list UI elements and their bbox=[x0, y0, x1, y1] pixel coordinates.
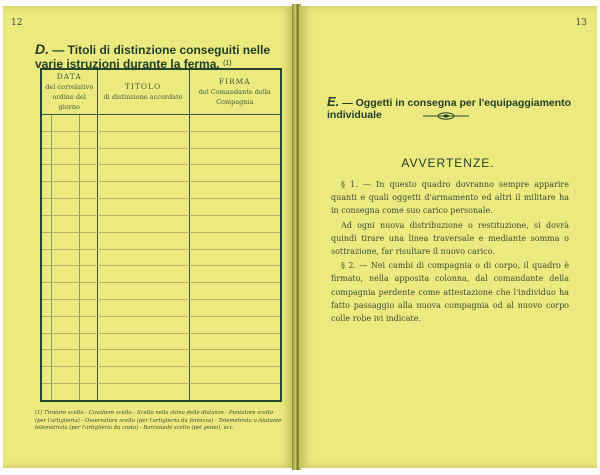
table-cell bbox=[97, 367, 189, 384]
table-cell bbox=[79, 367, 97, 384]
table-cell bbox=[189, 333, 281, 350]
table-cell bbox=[41, 232, 51, 249]
column-header-title: TITOLO di distinzione accordato bbox=[97, 69, 189, 115]
table-row bbox=[41, 165, 281, 182]
table-cell bbox=[79, 266, 97, 283]
table-cell bbox=[189, 131, 281, 148]
table-cell bbox=[41, 333, 51, 350]
table-cell bbox=[189, 299, 281, 316]
table-row bbox=[41, 266, 281, 283]
table-cell bbox=[41, 249, 51, 266]
table-cell bbox=[51, 215, 79, 232]
table-cell bbox=[97, 115, 189, 132]
table-cell bbox=[97, 266, 189, 283]
table-cell bbox=[79, 165, 97, 182]
table-cell bbox=[97, 232, 189, 249]
table-cell bbox=[79, 232, 97, 249]
table-cell bbox=[41, 165, 51, 182]
table-cell bbox=[189, 350, 281, 367]
table-cell bbox=[189, 182, 281, 199]
table-cell bbox=[79, 131, 97, 148]
table-cell bbox=[41, 283, 51, 300]
table-cell bbox=[41, 367, 51, 384]
table-cell bbox=[51, 350, 79, 367]
table-cell bbox=[51, 384, 79, 402]
table-cell bbox=[97, 299, 189, 316]
footnote: (1) Tiratore scelto - Cavaliere scelto - Scelto nella stima delle distanze - Puntatore scelto (per l'artiglieria) - Osservatore scelto (per l'artiglieria da fortezza) - Telemetrista o Aiutante telemetrista (per l'artiglieria da costa) - Barcaiuolo scelto (pel genio), ecc. bbox=[35, 410, 282, 431]
table-row bbox=[41, 333, 281, 350]
table-cell bbox=[97, 283, 189, 300]
table-row bbox=[41, 182, 281, 199]
table-cell bbox=[97, 350, 189, 367]
distinction-register-table bbox=[40, 68, 282, 402]
table-cell bbox=[79, 115, 97, 132]
table-row bbox=[41, 131, 281, 148]
table-cell bbox=[97, 316, 189, 333]
table-cell bbox=[189, 115, 281, 132]
table-cell bbox=[189, 367, 281, 384]
table-cell bbox=[189, 316, 281, 333]
table-cell bbox=[189, 165, 281, 182]
table-cell bbox=[51, 182, 79, 199]
table-cell bbox=[41, 115, 51, 132]
table-cell bbox=[97, 182, 189, 199]
left-page bbox=[3, 6, 294, 468]
table-row bbox=[41, 199, 281, 216]
table-cell bbox=[97, 199, 189, 216]
notice-paragraph: § 2. — Nei cambi di compagnia o di corpo, il quadro è firmato, nella apposita colonna, dal comandante della compagnia perdente come attestazione che l'individuo ha fatto passaggio alla nuova compagnia od al nuovo corpo colle robe ivi indicate. bbox=[331, 261, 569, 324]
section-d-heading bbox=[35, 42, 287, 71]
section-d-title: — Titoli di distinzione conseguiti nelle varie istruzioni durante la ferma. bbox=[35, 43, 271, 71]
notice-paragraph: Ad ogni nuova distribuzione o restituzione, si dovrà quindi tirare una linea traversale e mediante somma o sottrazione, far risultare il nuovo carico. bbox=[331, 220, 569, 257]
section-letter-e: E. bbox=[327, 94, 340, 109]
table-row bbox=[41, 232, 281, 249]
table-cell bbox=[51, 232, 79, 249]
table-cell bbox=[51, 299, 79, 316]
column-header-signature: FIRMA del Comandante della Compagnia bbox=[189, 69, 281, 115]
table-cell bbox=[41, 266, 51, 283]
table-cell bbox=[189, 215, 281, 232]
table-cell bbox=[189, 199, 281, 216]
table-cell bbox=[97, 148, 189, 165]
notices-body bbox=[331, 178, 569, 326]
table-cell bbox=[97, 249, 189, 266]
right-page bbox=[299, 6, 597, 468]
table-cell bbox=[51, 249, 79, 266]
table-cell bbox=[41, 148, 51, 165]
table-cell bbox=[51, 266, 79, 283]
table-row bbox=[41, 299, 281, 316]
table-cell bbox=[79, 148, 97, 165]
column-header-date: DATA del correlativo ordine del giorno bbox=[41, 69, 97, 115]
table-cell bbox=[189, 232, 281, 249]
table-cell bbox=[41, 384, 51, 402]
table-row bbox=[41, 215, 281, 232]
table-row bbox=[41, 115, 281, 132]
table-cell bbox=[41, 299, 51, 316]
table-cell bbox=[189, 283, 281, 300]
table-cell bbox=[79, 384, 97, 402]
table-cell bbox=[51, 115, 79, 132]
table-cell bbox=[97, 131, 189, 148]
table-cell bbox=[97, 333, 189, 350]
table-cell bbox=[41, 215, 51, 232]
table-header-row bbox=[41, 69, 281, 115]
table-cell bbox=[189, 249, 281, 266]
table-row bbox=[41, 283, 281, 300]
notice-paragraph: § 1. — In questo quadro dovranno sempre apparire quanti e quali oggetti d'armamento ed altri il militare ha in consegna come suo carico personale. bbox=[331, 180, 569, 216]
table-cell bbox=[189, 384, 281, 402]
table-row bbox=[41, 350, 281, 367]
table-cell bbox=[51, 283, 79, 300]
table-cell bbox=[51, 148, 79, 165]
page-number-right: 13 bbox=[575, 18, 587, 28]
table-cell bbox=[79, 333, 97, 350]
table-cell bbox=[79, 215, 97, 232]
table-cell bbox=[51, 131, 79, 148]
notices-heading: AVVERTENZE. bbox=[401, 156, 495, 170]
table-cell bbox=[79, 199, 97, 216]
table-cell bbox=[189, 148, 281, 165]
table-row bbox=[41, 249, 281, 266]
table-cell bbox=[79, 350, 97, 367]
table-cell bbox=[51, 165, 79, 182]
table-row bbox=[41, 367, 281, 384]
table-cell bbox=[189, 266, 281, 283]
table-cell bbox=[41, 199, 51, 216]
table-cell bbox=[97, 384, 189, 402]
table-cell bbox=[41, 131, 51, 148]
table-cell bbox=[79, 182, 97, 199]
table-cell bbox=[51, 333, 79, 350]
table-body bbox=[41, 115, 281, 402]
footnote-ref: (1) bbox=[223, 60, 232, 67]
table-cell bbox=[97, 165, 189, 182]
table-row bbox=[41, 384, 281, 402]
table-row bbox=[41, 316, 281, 333]
section-e-title: — Oggetti in consegna per l'equipaggiamento individuale bbox=[327, 97, 572, 121]
table-cell bbox=[41, 182, 51, 199]
section-letter-d: D. bbox=[35, 41, 49, 57]
page-number-left: 12 bbox=[11, 18, 23, 28]
table-cell bbox=[51, 316, 79, 333]
table-cell bbox=[41, 350, 51, 367]
ornament-divider-icon bbox=[423, 111, 469, 121]
table-row bbox=[41, 148, 281, 165]
table-cell bbox=[51, 367, 79, 384]
table-cell bbox=[79, 316, 97, 333]
table-cell bbox=[41, 316, 51, 333]
table-cell bbox=[79, 283, 97, 300]
table-cell bbox=[79, 249, 97, 266]
table-cell bbox=[79, 299, 97, 316]
table-cell bbox=[97, 215, 189, 232]
table-cell bbox=[51, 199, 79, 216]
